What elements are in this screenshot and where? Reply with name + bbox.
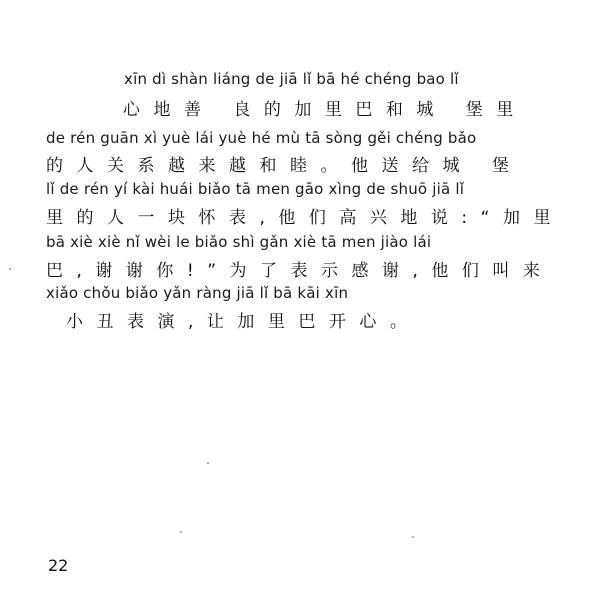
pinyin-line-2: de rén guān xì yuè lái yuè hé mù tā sòng gěi chéng bǎo	[46, 129, 477, 147]
hanzi-line-3: 里的人一块怀表,他们高兴地说:“加里	[46, 208, 564, 228]
hanzi-line-5: 小丑表演,让加里巴开心。	[66, 312, 421, 332]
page-number: 22	[48, 556, 69, 575]
paper-speck	[412, 536, 414, 538]
paper-speck	[9, 268, 11, 270]
pinyin-line-4: bā xiè xiè nǐ wèi le biǎo shì gǎn xiè tā men jiào lái	[46, 233, 432, 251]
paper-speck	[180, 531, 182, 533]
pinyin-line-5: xiǎo chǒu biǎo yǎn ràng jiā lǐ bā kāi xīn	[46, 284, 349, 302]
hanzi-line-1: 心地善 良的加里巴和城 堡里	[123, 100, 527, 120]
hanzi-line-2: 的人关系越来越和睦。他送给城 堡	[46, 156, 523, 176]
paper-speck	[207, 462, 209, 464]
pinyin-line-3: lǐ de rén yí kài huái biǎo tā men gāo xìng de shuō jiā lǐ	[46, 180, 465, 198]
hanzi-line-4: 巴,谢谢你!”为了表示感谢,他们叫来	[46, 261, 554, 281]
pinyin-line-1: xīn dì shàn liáng de jiā lǐ bā hé chéng bao lǐ	[124, 70, 459, 88]
